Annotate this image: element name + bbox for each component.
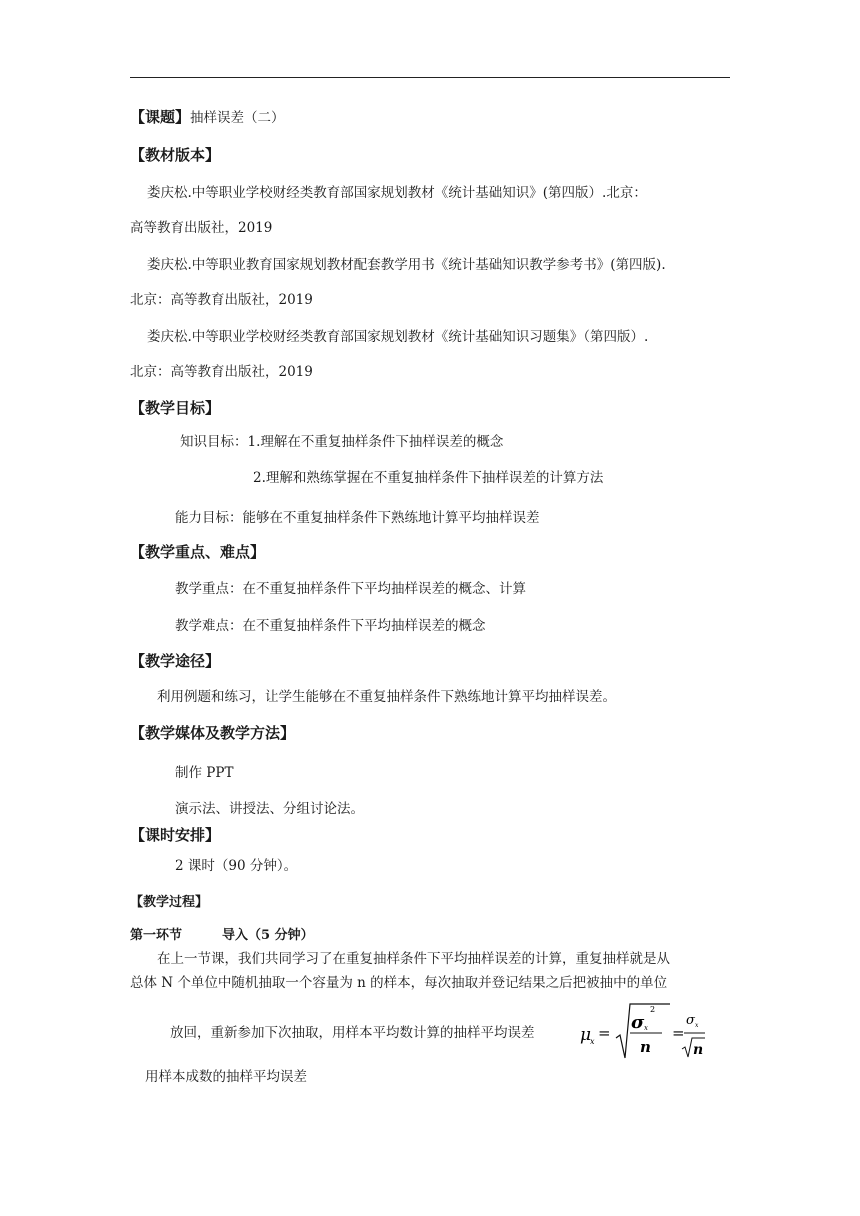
formula-power: 2 bbox=[650, 1005, 656, 1014]
step1-label: 第一环节 bbox=[130, 928, 183, 943]
keypoints-heading: 【教学重点、难点】 bbox=[130, 543, 266, 561]
header-rule bbox=[130, 77, 730, 78]
textbook-ref1-line2: 高等教育出版社，2019 bbox=[130, 220, 273, 236]
textbook-ref3-line1: 娄庆松.中等职业学校财经类教育部国家规划教材《统计基础知识习题集》（第四版）. bbox=[147, 329, 649, 345]
textbook-ref1-line1: 娄庆松.中等职业学校财经类教育部国家规划教材《统计基础知识》(第四版）.北京： bbox=[147, 185, 647, 201]
formula-mu-sub: x bbox=[590, 1037, 595, 1046]
intro-para-line1: 在上一节课，我们共同学习了在重复抽样条件下平均抽样误差的计算，重复抽样就是从 bbox=[157, 951, 670, 967]
goals-heading: 【教学目标】 bbox=[130, 399, 221, 417]
goal-ability: 能力目标：能够在不重复抽样条件下熟练地计算平均抽样误差 bbox=[175, 510, 540, 526]
formula-sigma-2-sub: x bbox=[695, 1022, 699, 1029]
formula-sigma: σ bbox=[631, 1012, 645, 1033]
keypoint-difficult: 教学难点：在不重复抽样条件下平均抽样误差的概念 bbox=[175, 618, 486, 634]
topic-line bbox=[130, 108, 285, 127]
textbook-heading: 【教材版本】 bbox=[130, 146, 221, 164]
textbook-ref2-line2: 北京：高等教育出版社，2019 bbox=[130, 292, 313, 308]
approach-text: 利用例题和练习，让学生能够在不重复抽样条件下熟练地计算平均抽样误差。 bbox=[157, 689, 616, 705]
media-item-methods: 演示法、讲授法、分组讨论法。 bbox=[175, 801, 364, 817]
formula-eq-1: = bbox=[598, 1024, 611, 1042]
formula-sigma-sub: x bbox=[644, 1024, 648, 1032]
topic-title: 抽样误差（二） bbox=[190, 110, 285, 126]
goal-knowledge-2: 2.理解和熟练掌握在不重复抽样条件下抽样误差的计算方法 bbox=[253, 470, 604, 486]
textbook-ref2-line1: 娄庆松.中等职业教育国家规划教材配套教学用书《统计基础知识教学参考书》(第四版). bbox=[147, 257, 666, 273]
media-heading: 【教学媒体及教学方法】 bbox=[130, 724, 296, 742]
textbook-ref3-line2: 北京：高等教育出版社，2019 bbox=[130, 364, 313, 380]
media-item-ppt: 制作 PPT bbox=[175, 765, 234, 781]
process-heading: 【教学过程】 bbox=[130, 895, 209, 910]
formula-n-1: n bbox=[640, 1038, 651, 1056]
topic-label: 【课题】 bbox=[130, 108, 191, 126]
intro-para-line2: 总体 N 个单位中随机抽取一个容量为 n 的样本，每次抽取并登记结果之后把被抽中的单位 bbox=[130, 975, 668, 991]
schedule-text: 2 课时（90 分钟）。 bbox=[175, 858, 298, 874]
mean-sampling-error-formula bbox=[578, 1000, 708, 1062]
intro-para-line4: 用样本成数的抽样平均误差 bbox=[145, 1069, 307, 1085]
intro-para-line3: 放回，重新参加下次抽取，用样本平均数计算的抽样平均误差 bbox=[170, 1025, 535, 1041]
formula-eq-2: = bbox=[672, 1024, 685, 1042]
formula-mu: μ bbox=[580, 1025, 592, 1045]
step1-title: 导入（5 分钟） bbox=[222, 928, 314, 943]
approach-heading: 【教学途径】 bbox=[130, 652, 221, 670]
schedule-heading: 【课时安排】 bbox=[130, 826, 221, 844]
goal-knowledge-1: 知识目标：1.理解在不重复抽样条件下抽样误差的概念 bbox=[180, 434, 504, 450]
formula-sigma-2: σ bbox=[686, 1013, 695, 1028]
keypoint-key: 教学重点：在不重复抽样条件下平均抽样误差的概念、计算 bbox=[175, 581, 526, 597]
formula-n-2: n bbox=[693, 1042, 704, 1058]
